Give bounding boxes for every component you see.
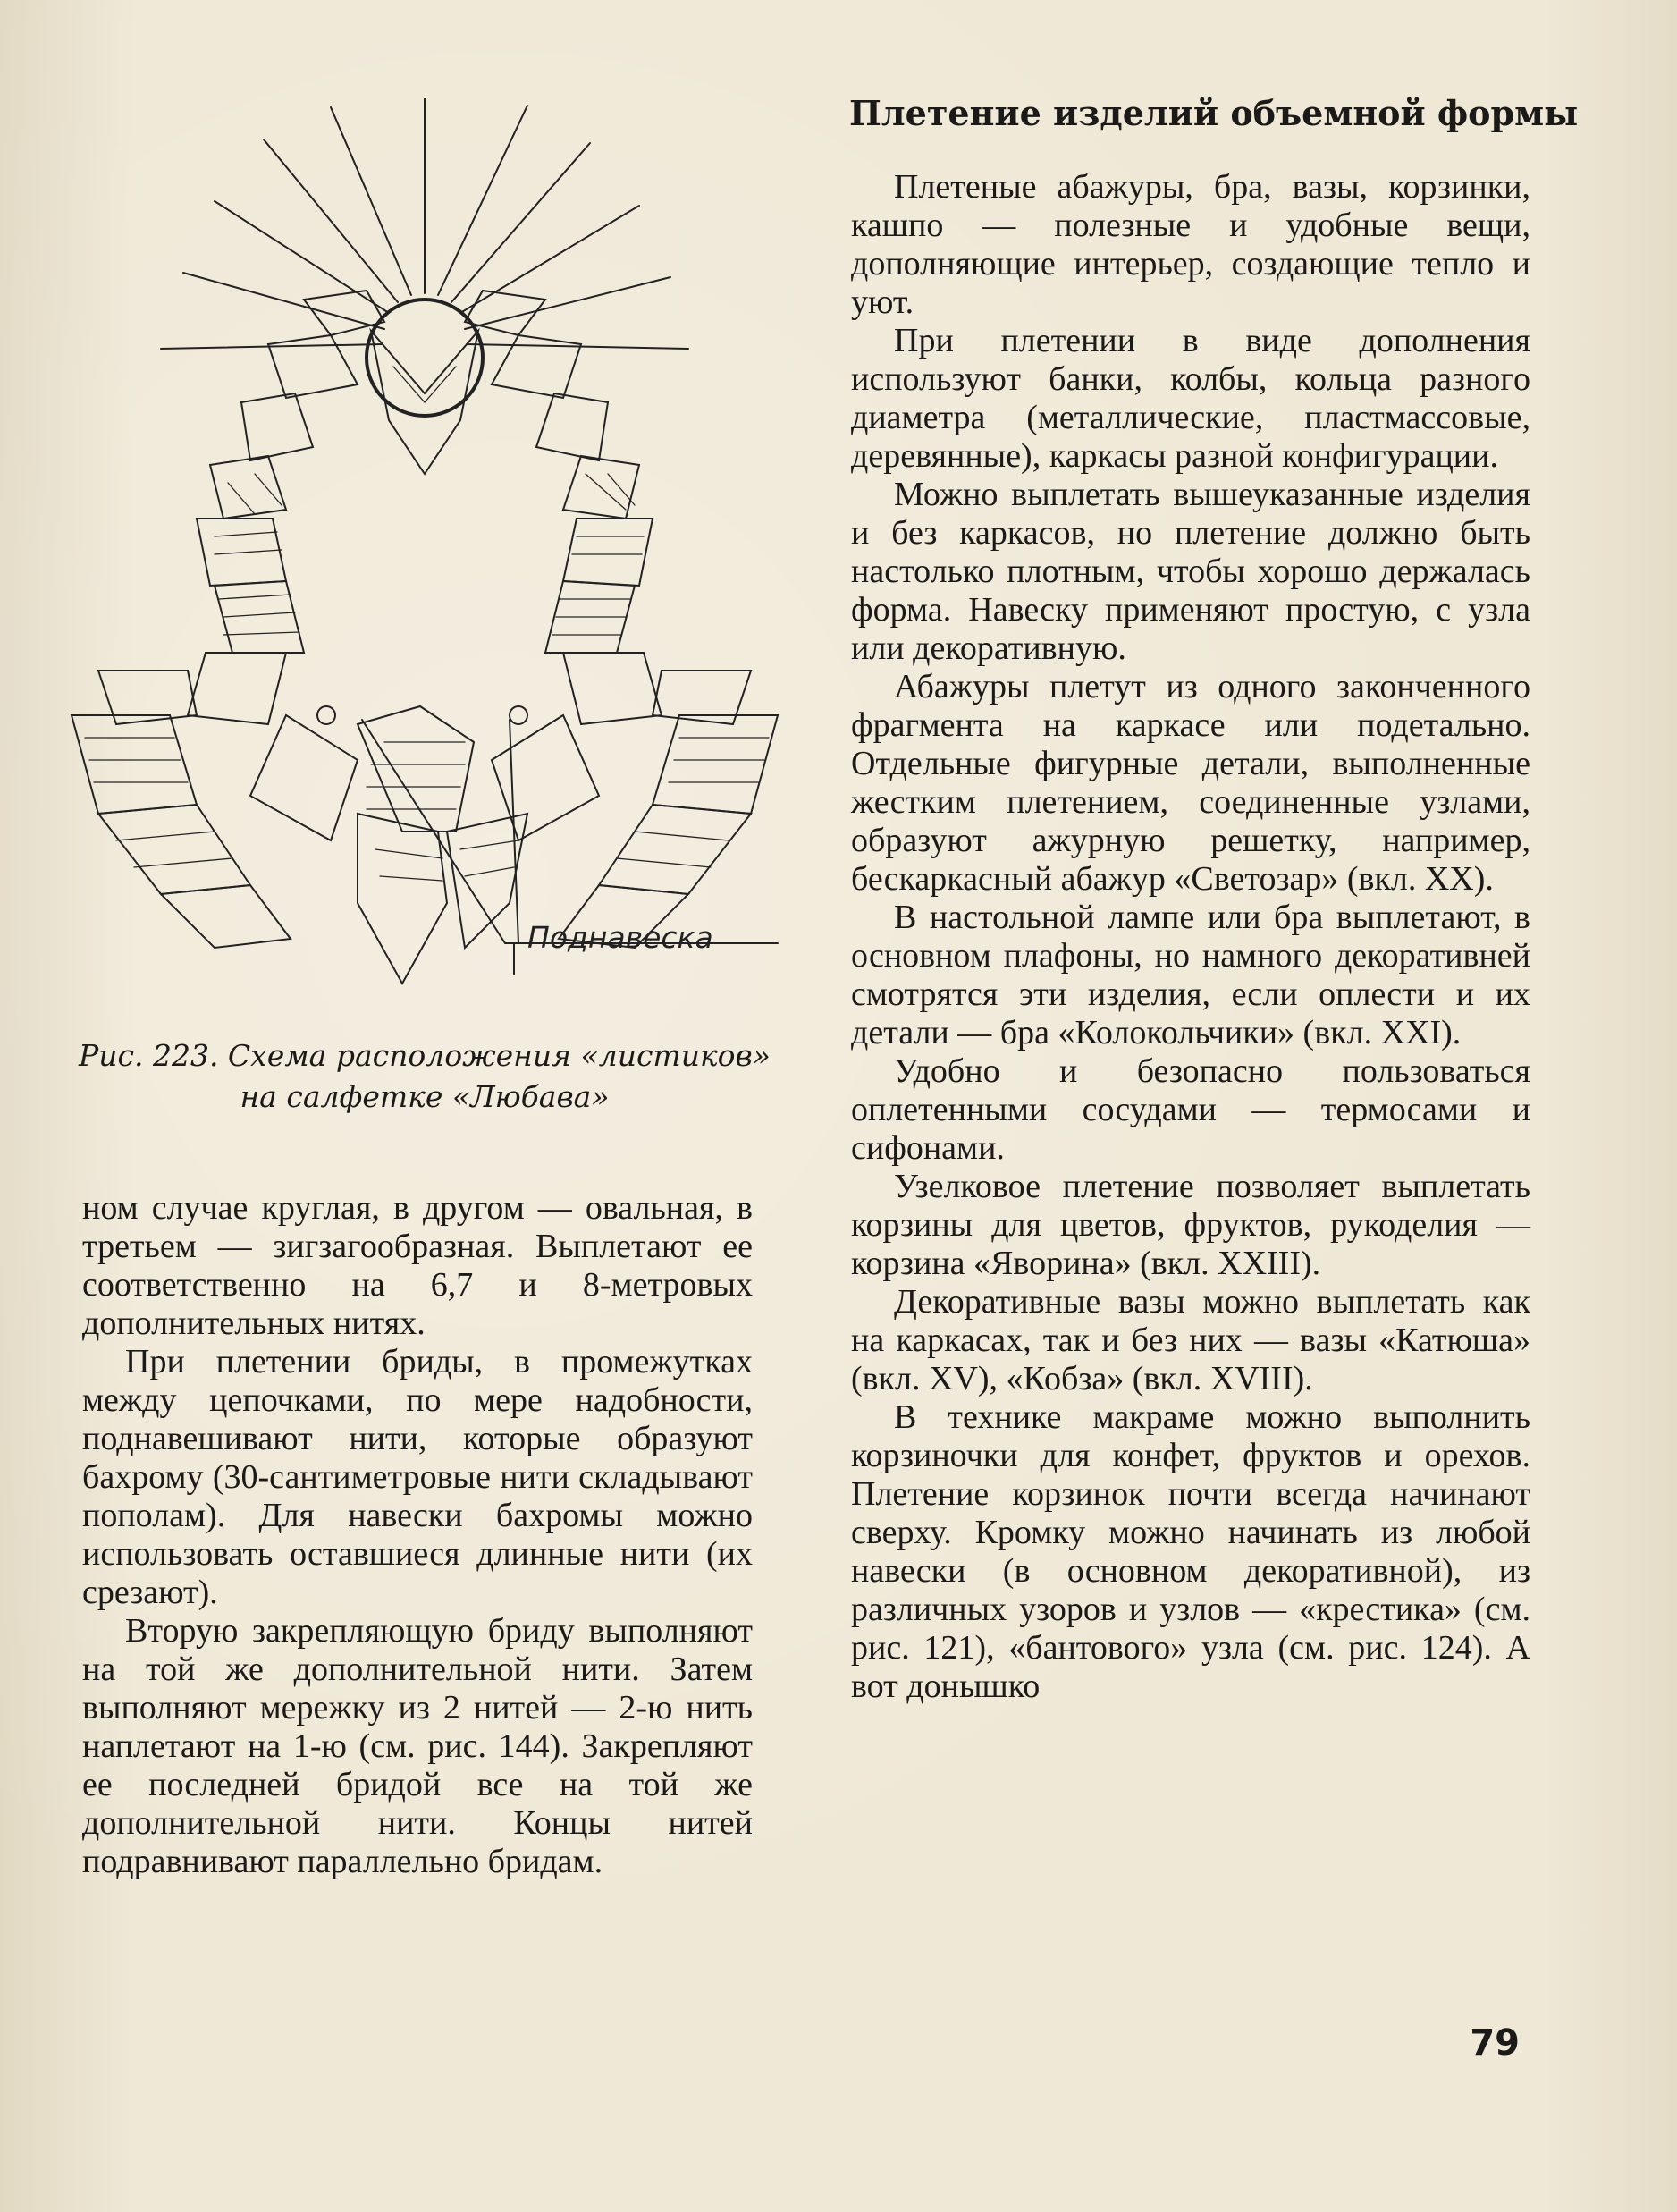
poonavesska-label: Поднавеска [527,920,713,955]
right-paragraph-8: Декоративные вазы можно выплетать как на каркасах, так и без них — вазы «Катюша» (вкл. XV), «Кобза» (вкл. XVIII). [851,1283,1530,1397]
right-arm-leaves [465,291,778,948]
left-paragraph-2: При плетении бриды, в промежутках между цепочками, по мере надобности, поднавешивают нити, которые образуют бахрому (30-сантиметровые нити складывают пополам). Для навески бахромы можно использовать оставшиеся длинные нити (их срезают). [82,1343,753,1611]
sun-rays [161,98,688,349]
right-paragraph-5: В настольной лампе или бра выплетают, в основном плафоны, но намного декоративней смотрятся эти изделия, если оплести и их детали — бра «Колокольчики» (вкл. XXI). [851,899,1530,1051]
right-paragraph-7: Узелковое плетение позволяет выплетать корзины для цветов, фруктов, рукоделия — корзина «Яворина» (вкл. XXIII). [851,1168,1530,1282]
right-paragraph-9: В технике макраме можно выполнить корзиночки для конфет, фруктов и орехов. Плетение корзинок почти всегда начинают сверху. Кромку можно начинать из любой навески (в основном декоративной), из различных узоров и узлов — «крестика» (см. рис. 121), «бантового» узла (см. рис. 124). А вот донышко [851,1398,1530,1705]
right-paragraph-2: При плетении в виде дополнения используют банки, колбы, кольца разного диаметра (металлические, пластмассовые, деревянные), каркасы разной конфигурации. [851,322,1530,475]
right-paragraph-3: Можно выплетать вышеуказанные изделия и без каркасов, но плетение должно быть настолько плотным, чтобы хорошо держалась форма. Навеску применяют простую, с узла или декоративную. [851,476,1530,667]
right-paragraph-1: Плетеные абажуры, бра, вазы, корзинки, кашпо — полезные и удобные вещи, дополняющие интерьер, создающие тепло и уют. [851,168,1530,321]
hatching [85,367,769,881]
center-leaves [317,331,527,984]
figure-223 [63,98,787,1001]
right-paragraph-4: Абажуры плетут из одного законченного фрагмента на каркасе или подетально. Отдельные фигурные детали, выполненные жестким плетением, соединенные узлами, образуют ажурную решетку, например, бескаркасный абажур «Светозар» (вкл. XX). [851,668,1530,898]
figure-caption [63,1035,787,1118]
left-paragraph-1: ном случае круглая, в другом — овальная, в третьем — зигзагообразная. Выплетают ее соответственно на 6,7 и 8-метровых дополнительных нитях. [82,1189,753,1342]
right-column [851,168,1530,1706]
caption-line-1: Рис. 223. Схема расположения «листиков» [79,1038,771,1073]
section-heading: Плетение изделий объемной формы [849,93,1579,133]
right-paragraph-6: Удобно и безопасно пользоваться оплетенными сосудами — термосами и сифонами. [851,1052,1530,1167]
leaf-layout-diagram [63,98,787,1001]
page-number: 79 [1470,2022,1520,2064]
caption-line-2: на салфетке «Любава» [240,1079,610,1114]
left-paragraph-3: Вторую закрепляющую бриду выполняют на той же дополнительной нити. Затем выполняют мережку из 2 нитей — 2-ю нить наплетают на 1-ю (см. рис. 144). Закрепляют ее последней бридой все на той же дополнительной нити. Концы нитей подравнивают параллельно бридам. [82,1612,753,1880]
left-arm-leaves [72,291,384,948]
left-column [82,1189,753,1881]
